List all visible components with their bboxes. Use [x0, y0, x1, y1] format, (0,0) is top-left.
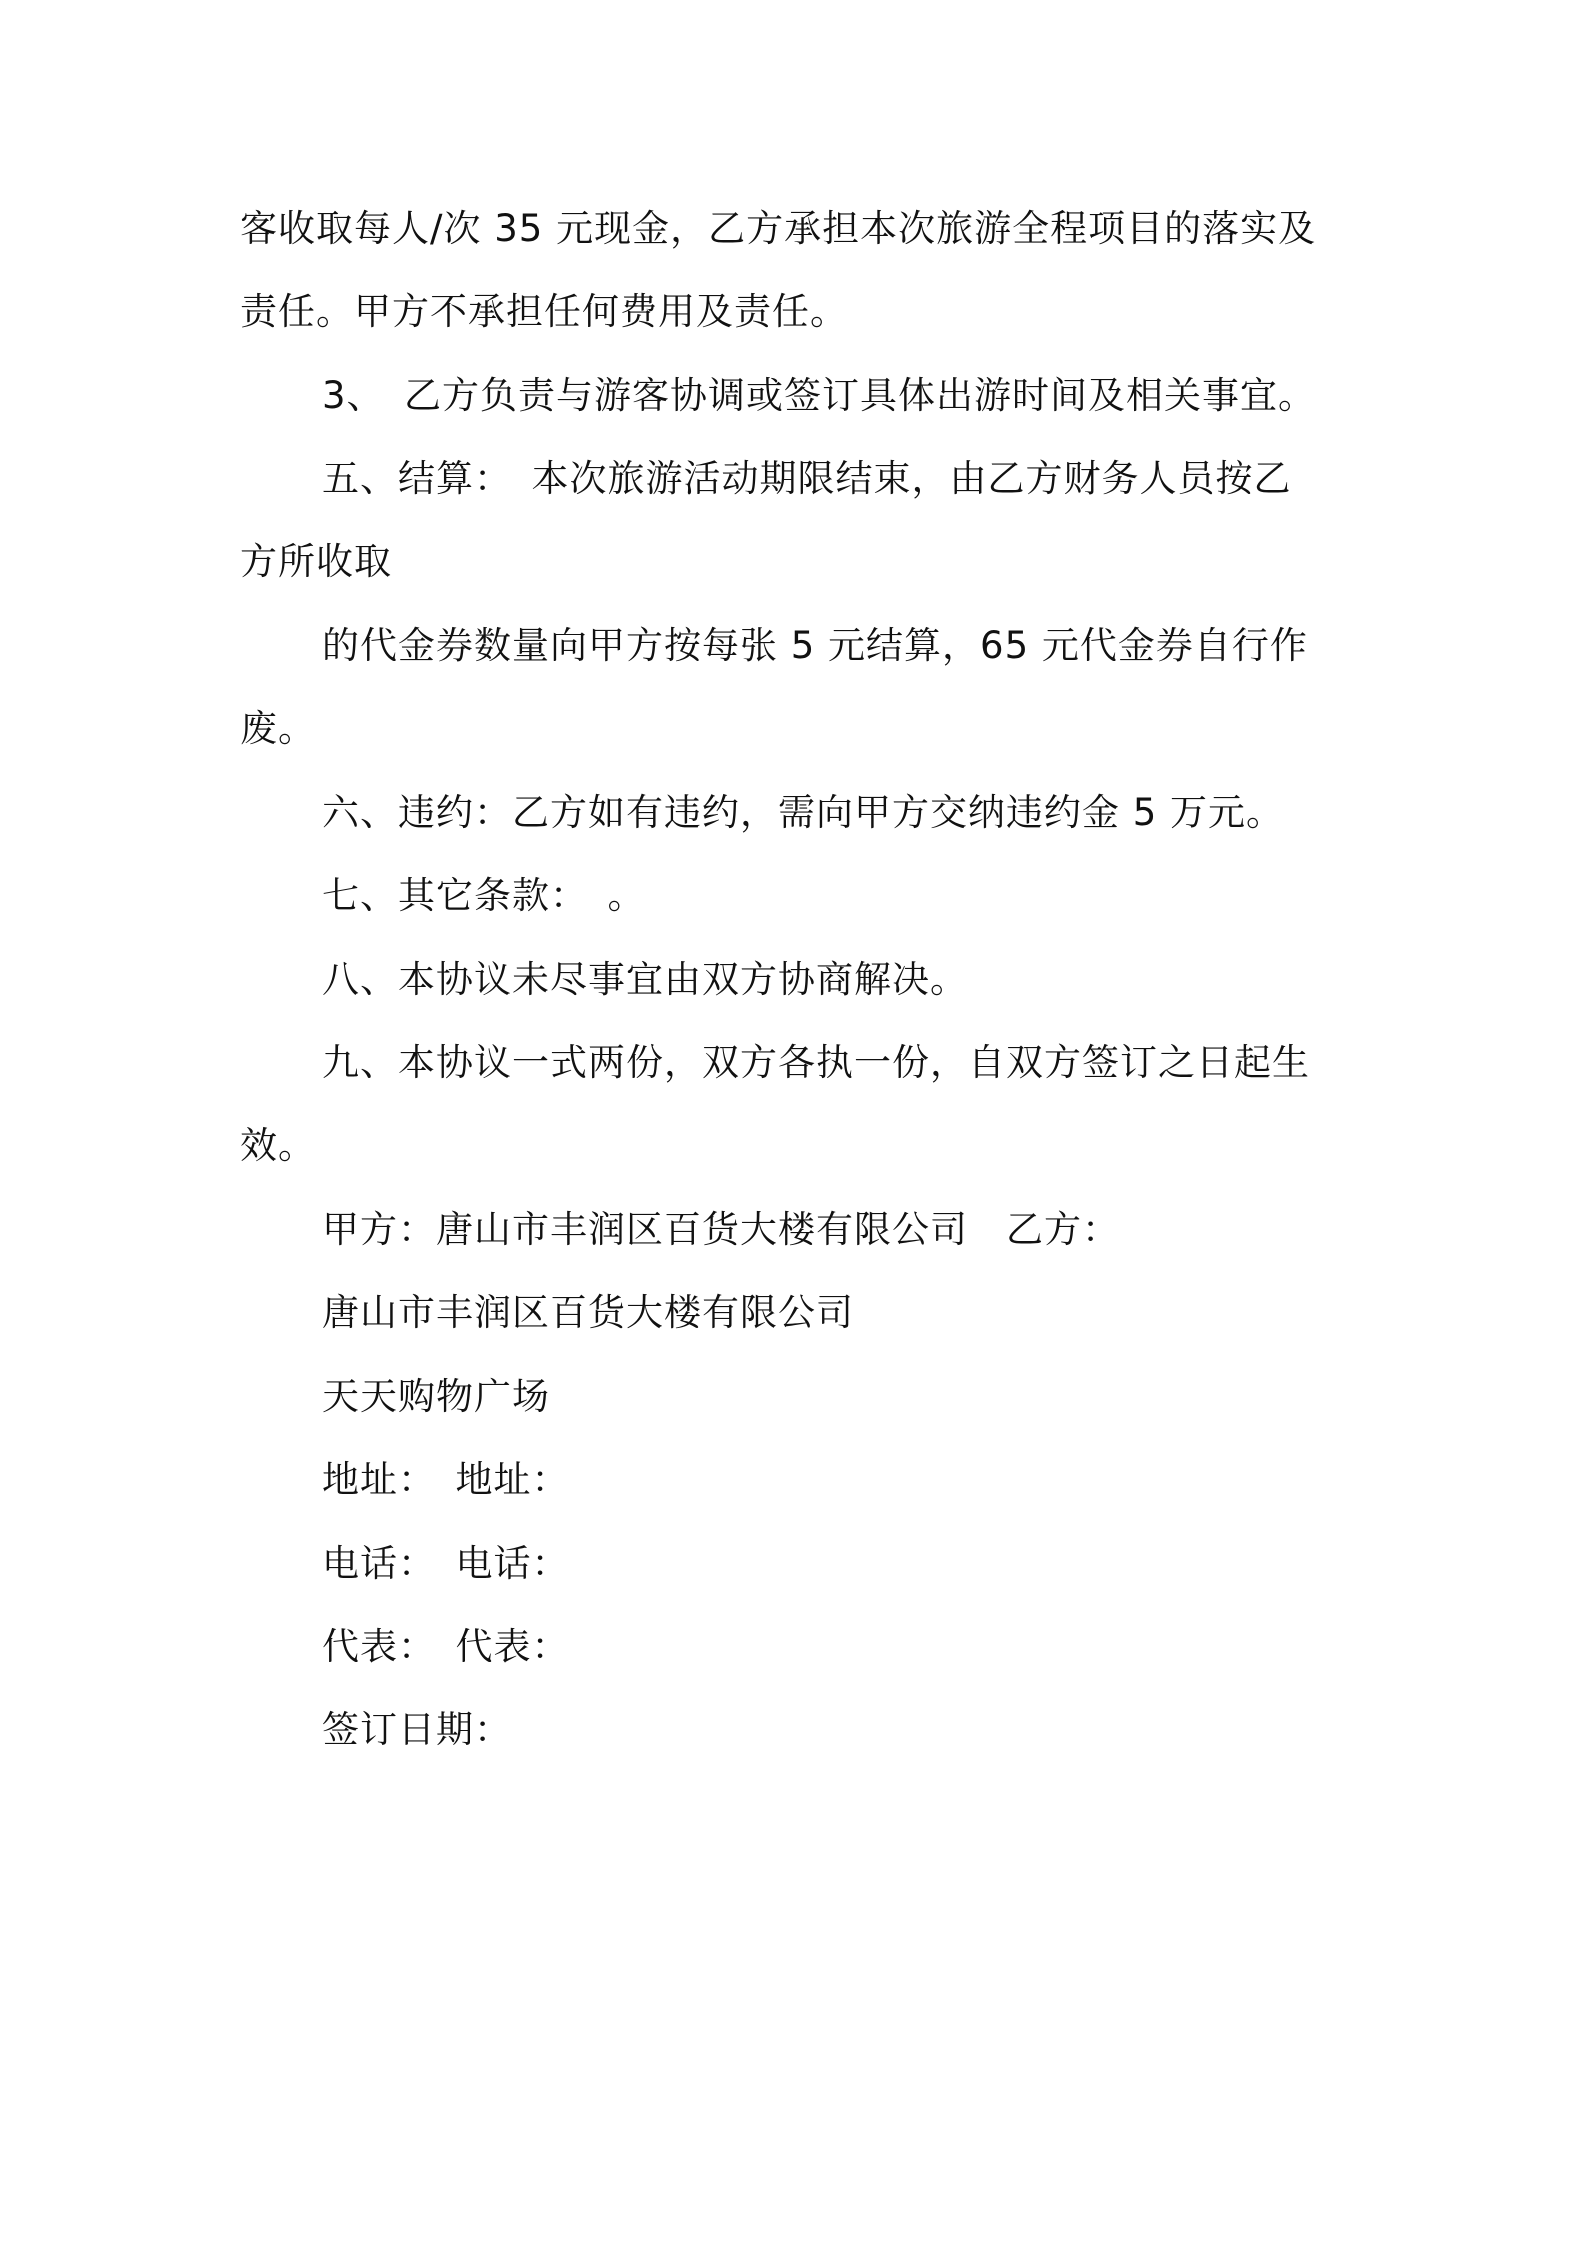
text-line-settlement-heading: 五、结算： 本次旅游活动期限结束，由乙方财务人员按乙: [322, 457, 1292, 500]
text-line-representative: 代表： 代表：: [322, 1625, 570, 1668]
text-line-breach: 六、违约：乙方如有违约，需向甲方交纳违约金 5 万元。: [322, 791, 1285, 834]
text-line-voucher-cont: 废。: [240, 707, 316, 750]
text-line-address: 地址： 地址：: [322, 1458, 570, 1501]
text-line-copies-cont: 效。: [240, 1124, 316, 1167]
text-line-sign-date: 签订日期：: [322, 1708, 512, 1751]
text-line-copies: 九、本协议一式两份，双方各执一份，自双方签订之日起生: [322, 1041, 1310, 1084]
text-line-clause-3: 3、 乙方负责与游客协调或签订具体出游时间及相关事宜。: [322, 374, 1317, 417]
text-line-party-a: 甲方：唐山市丰润区百货大楼有限公司 乙方：: [322, 1208, 1120, 1251]
text-line-negotiation: 八、本协议未尽事宜由双方协商解决。: [322, 958, 968, 1001]
text-line-payment-cont: 客收取每人/次 35 元现金，乙方承担本次旅游全程项目的落实及: [240, 207, 1317, 250]
text-line-phone: 电话： 电话：: [322, 1542, 570, 1585]
text-line-other-terms: 七、其它条款： 。: [322, 874, 646, 917]
text-line-responsibility: 责任。甲方不承担任何费用及责任。: [240, 290, 848, 333]
text-line-party-a-name: 唐山市丰润区百货大楼有限公司: [322, 1291, 854, 1334]
text-line-party-b-name: 天天购物广场: [322, 1375, 550, 1418]
text-line-settlement-cont: 方所收取: [240, 540, 392, 583]
text-line-voucher: 的代金券数量向甲方按每张 5 元结算，65 元代金券自行作: [322, 624, 1308, 667]
